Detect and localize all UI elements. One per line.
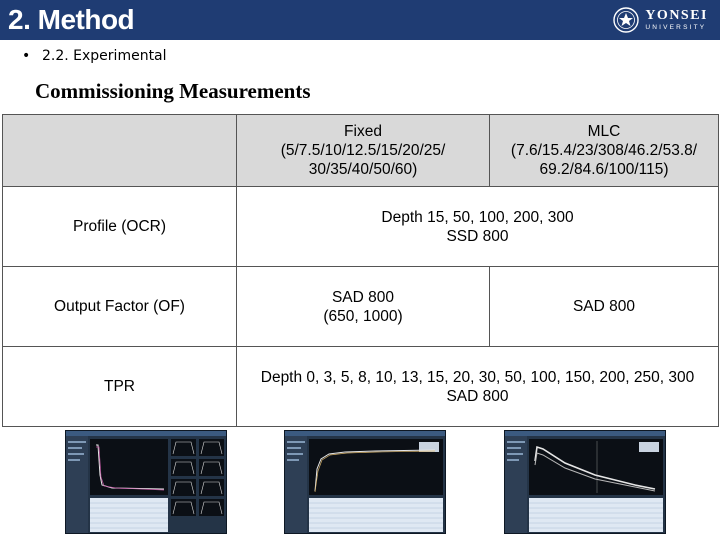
bullet-item [22, 48, 167, 64]
commissioning-table [2, 114, 719, 427]
of-fixed-sad: SAD 800 [331, 288, 395, 306]
of-mlc-cell: SAD 800 [490, 267, 719, 347]
section-title: Commissioning Measurements [35, 79, 311, 103]
title-bar [0, 0, 720, 40]
slide-title: 2. Method [8, 4, 135, 35]
profile-conditions-cell [237, 187, 719, 267]
bullet-mark: • [22, 48, 31, 64]
row-label: Output Factor (OF) [3, 267, 237, 347]
university-seal-icon [613, 7, 639, 33]
tpr-software-screenshot [504, 430, 666, 534]
logo-wordmark: YONSEI [645, 7, 708, 23]
table-row [3, 267, 719, 347]
output-factor-software-screenshot [284, 430, 446, 534]
fixed-sizes-line2: 30/35/40/50/60) [308, 161, 418, 178]
logo-subtext: UNIVERSITY [645, 23, 707, 31]
bullet-text: 2.2. Experimental [42, 48, 167, 64]
header-empty-cell [3, 115, 237, 187]
mlc-sizes-line2: 69.2/84.6/100/115) [539, 161, 669, 178]
table-row [3, 347, 719, 427]
tpr-sad: SAD 800 [446, 387, 509, 405]
header-mlc-cell [490, 115, 719, 187]
row-label: Profile (OCR) [3, 187, 237, 267]
fixed-sizes-line1: (5/7.5/10/12.5/15/20/25/ [280, 142, 446, 159]
table-row [3, 187, 719, 267]
profile-software-screenshot [65, 430, 227, 534]
profile-depth: Depth 15, 50, 100, 200, 300 [381, 208, 574, 226]
of-fixed-range: (650, 1000) [323, 307, 403, 325]
row-label: TPR [3, 347, 237, 427]
header-fixed-cell [237, 115, 490, 187]
tpr-depth: Depth 0, 3, 5, 8, 10, 13, 15, 20, 30, 50, 100, 150, 200, 250, 300 [260, 368, 695, 386]
table-header-row [3, 115, 719, 187]
yonsei-logo [613, 6, 708, 34]
mlc-title: MLC [587, 123, 621, 140]
fixed-title: Fixed [344, 123, 382, 140]
of-fixed-cell [237, 267, 490, 347]
tpr-conditions-cell [237, 347, 719, 427]
mlc-sizes-line1: (7.6/15.4/23/308/46.2/53.8/ [510, 142, 698, 159]
profile-ssd: SSD 800 [446, 227, 509, 245]
